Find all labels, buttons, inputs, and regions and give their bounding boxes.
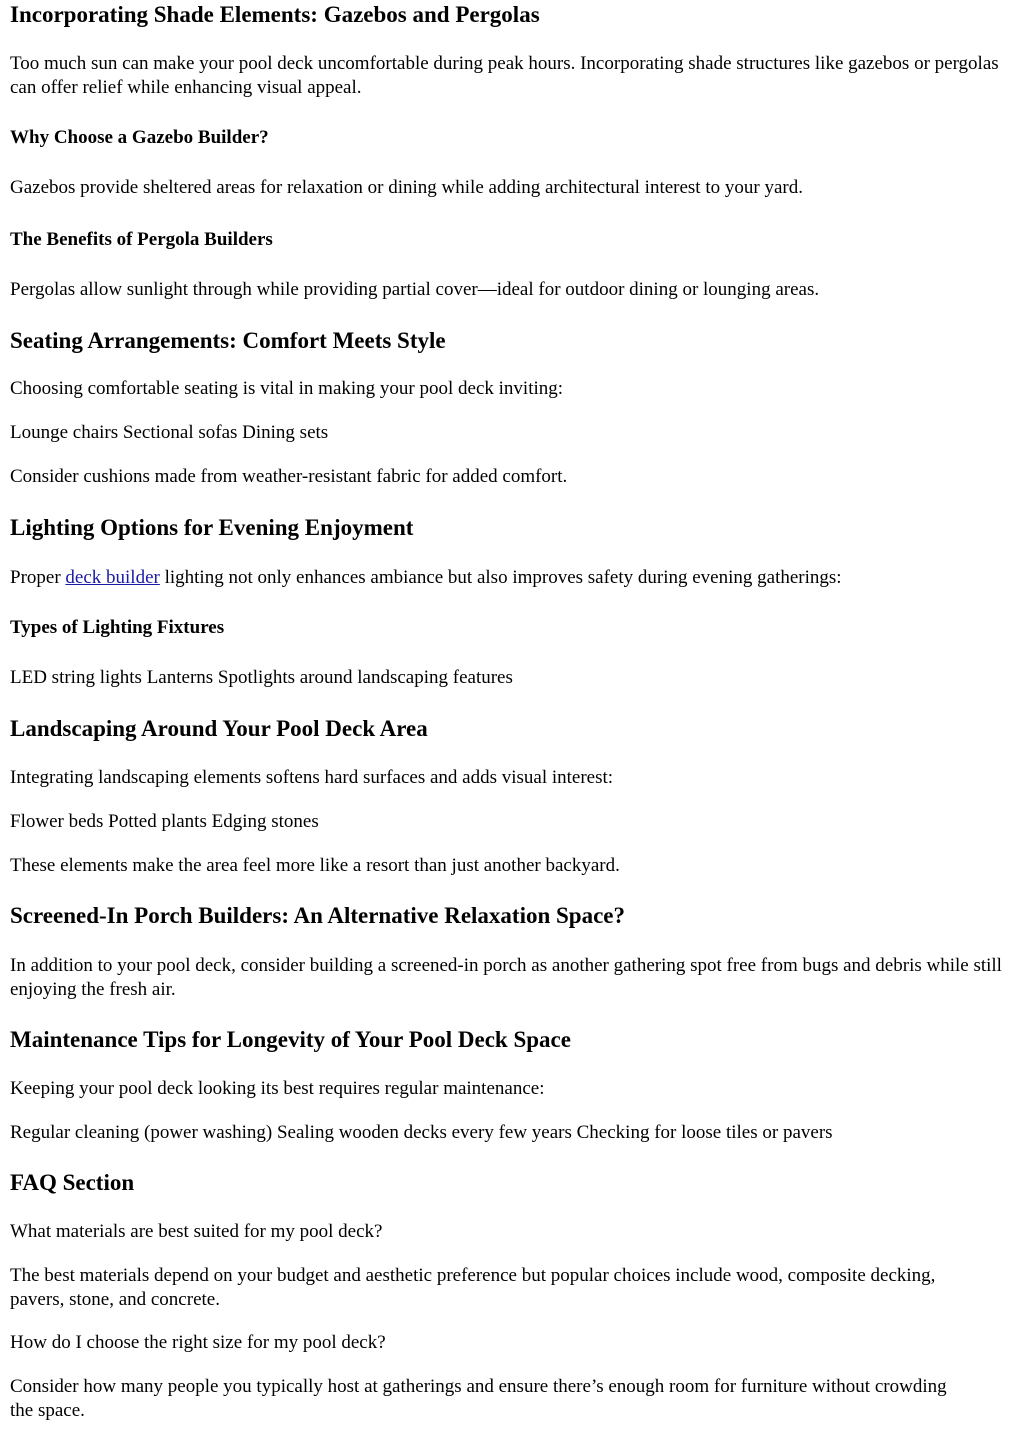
deck-builder-link[interactable]: deck builder	[65, 567, 160, 588]
seating-heading: Seating Arrangements: Comfort Meets Style	[10, 328, 446, 353]
seating-items: Lounge chairs Sectional sofas Dining sets	[10, 422, 329, 443]
pergola-heading: The Benefits of Pergola Builders	[10, 229, 273, 250]
lighting-intro-before: Proper	[10, 567, 66, 588]
fixtures-items: LED string lights Lanterns Spotlights around landscaping features	[10, 667, 513, 688]
gazebo-text: Gazebos provide sheltered areas for relaxation or dining while adding architectural interest to your yard.	[10, 177, 803, 198]
porch-text: In addition to your pool deck, consider building a screened-in porch as another gathering spot free from bugs and debris while still enjoying the fresh air.	[10, 955, 1002, 1000]
faq-answer-2: Consider how many people you typically host at gatherings and ensure there’s enough room for furniture without crowding the space.	[10, 1376, 947, 1421]
shade-heading: Incorporating Shade Elements: Gazebos and Pergolas	[10, 2, 540, 27]
faq-question-1: What materials are best suited for my pool deck?	[10, 1221, 383, 1242]
maintenance-items: Regular cleaning (power washing) Sealing wooden decks every few years Checking for loose tiles or pavers	[10, 1122, 833, 1143]
maintenance-heading: Maintenance Tips for Longevity of Your Pool Deck Space	[10, 1027, 571, 1052]
landscaping-note: These elements make the area feel more like a resort than just another backyard.	[10, 855, 620, 876]
maintenance-intro: Keeping your pool deck looking its best requires regular maintenance:	[10, 1078, 545, 1099]
seating-note: Consider cushions made from weather-resistant fabric for added comfort.	[10, 466, 568, 487]
landscaping-heading: Landscaping Around Your Pool Deck Area	[10, 716, 428, 741]
lighting-intro-after: lighting not only enhances ambiance but also improves safety during evening gatherings:	[159, 567, 842, 588]
landscaping-intro: Integrating landscaping elements softens hard surfaces and adds visual interest:	[10, 767, 614, 788]
faq-answer-1: The best materials depend on your budget and aesthetic preference but popular choices include wood, composite decking, pavers, stone, and concrete.	[10, 1265, 936, 1310]
faq-heading: FAQ Section	[10, 1170, 135, 1195]
gazebo-heading: Why Choose a Gazebo Builder?	[10, 127, 269, 148]
lighting-heading: Lighting Options for Evening Enjoyment	[10, 515, 414, 540]
porch-heading: Screened-In Porch Builders: An Alternative Relaxation Space?	[10, 903, 626, 928]
landscaping-items: Flower beds Potted plants Edging stones	[10, 811, 319, 832]
faq-question-2: How do I choose the right size for my pool deck?	[10, 1332, 386, 1353]
seating-intro: Choosing comfortable seating is vital in making your pool deck inviting:	[10, 378, 564, 399]
shade-intro: Too much sun can make your pool deck uncomfortable during peak hours. Incorporating shade structures like gazebos or pergolas can offer relief while enhancing visual appeal.	[10, 53, 999, 98]
lighting-intro	[10, 566, 842, 590]
fixtures-heading: Types of Lighting Fixtures	[10, 617, 225, 638]
pergola-text: Pergolas allow sunlight through while providing partial cover—ideal for outdoor dining or lounging areas.	[10, 279, 820, 300]
